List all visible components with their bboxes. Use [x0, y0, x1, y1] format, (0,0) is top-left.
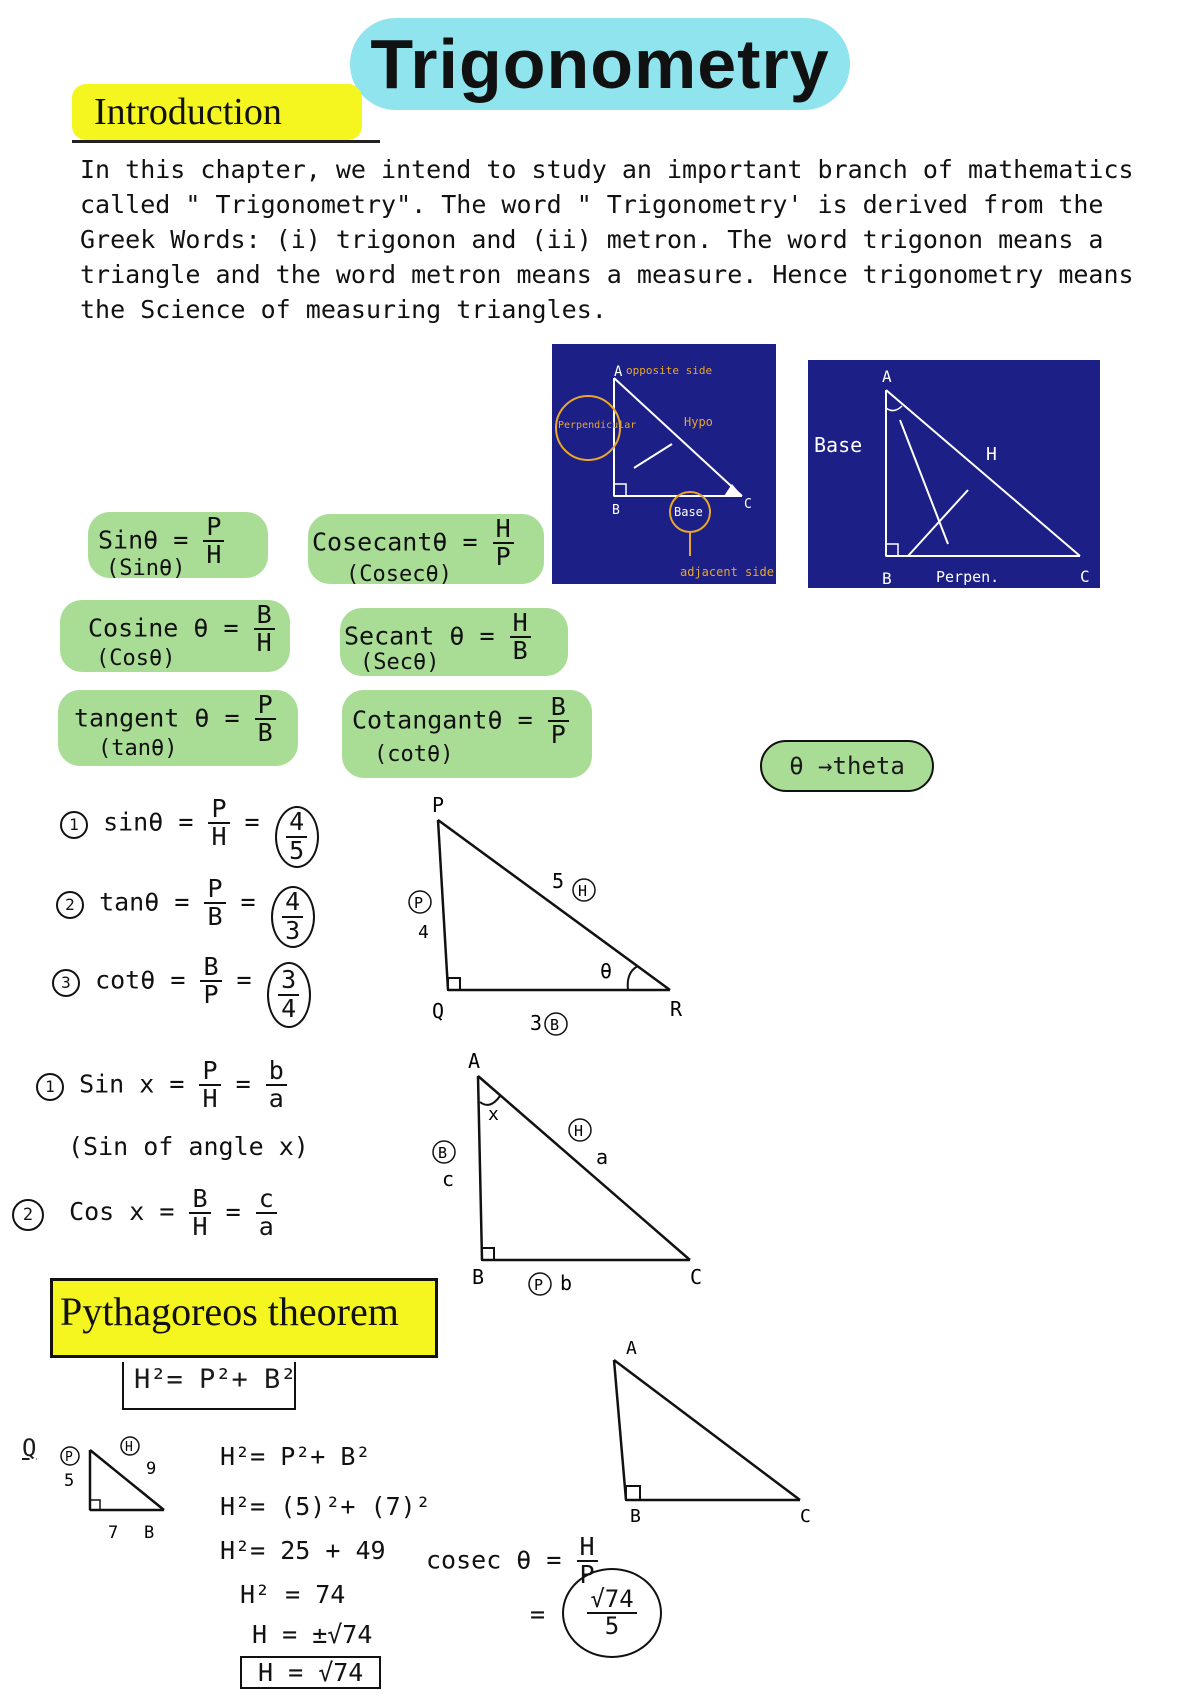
example2-sin-d2: a [268, 1084, 284, 1114]
example1-sin-answer [275, 806, 319, 868]
example1-sin-n1: P [208, 796, 229, 824]
example1-sin-lhs: sinθ = [103, 807, 194, 837]
abc-h-tag: H [574, 1122, 584, 1140]
example1-cot-n2: 3 [278, 967, 299, 995]
ratio-cosec-fraction [493, 516, 514, 571]
cosec-result-fraction [587, 1584, 636, 1640]
photo-left-opposite: opposite side [626, 364, 713, 377]
ratio-sin-fraction [203, 514, 224, 569]
ratio-cos-den: H [256, 628, 272, 658]
example2-sin-lhs: Sin x = [79, 1069, 185, 1099]
abc-b: b [560, 1271, 573, 1295]
ratio-sin-den: H [206, 540, 222, 570]
pqr-R: R [670, 997, 683, 1021]
photo-right-B: B [882, 569, 892, 588]
ratio-tan-lhs: tangent θ = [74, 703, 240, 733]
ratio-sec-fraction [510, 610, 531, 665]
example2-sin-number: 1 [36, 1073, 64, 1101]
pqr-Q: Q [432, 999, 445, 1023]
ratio-sec-den: B [512, 636, 528, 666]
pythagoras-formula: H²= P²+ B² [134, 1364, 297, 1395]
pythagoras-heading: Pythagoreos theorem [60, 1289, 399, 1334]
photo-left-A: A [614, 364, 623, 380]
example2-sin-d1: H [202, 1084, 218, 1114]
pqr-b-tag: B [550, 1016, 560, 1034]
theta-note [760, 740, 934, 792]
example1-cot: 3 cotθ = $\frac{B}{P}$ = $\frac{3}{4}$ [52, 954, 311, 1028]
photo-right-svg [808, 360, 1100, 588]
pqr-theta: θ [600, 959, 613, 983]
abc-c: c [442, 1167, 455, 1191]
example1-cot-lhs: cotθ = [95, 965, 186, 995]
example1-sin-number: 1 [60, 811, 88, 839]
small-tri-h: 9 [146, 1459, 157, 1479]
example1-tan-n2: 4 [282, 889, 303, 917]
photo-right-H: H [986, 444, 997, 465]
abc-x: x [488, 1104, 499, 1125]
intro-underline [72, 140, 380, 143]
question-marker: Q [22, 1434, 37, 1462]
pyth-step-2: H²= (5)²+ (7)² [220, 1492, 431, 1521]
pqr-P: P [432, 793, 445, 817]
photo-left-C: C [744, 497, 752, 512]
abc-a: a [596, 1145, 609, 1169]
ratio-tan-num: P [255, 692, 276, 720]
ratio-tan-den: B [257, 718, 273, 748]
example2-sin-note: (Sin of angle x) [68, 1132, 309, 1161]
pqr-p-tag: P [414, 894, 424, 912]
example1-sin: 1 sinθ = $\frac{P}{H}$ = $\frac{4}{5}$ [60, 796, 319, 868]
abc-A: A [468, 1049, 481, 1073]
example2-sin-frac2 [266, 1058, 287, 1113]
photo-right-A: A [882, 367, 892, 386]
small-triangle [50, 1430, 180, 1550]
example2-cos-n2: c [256, 1186, 277, 1214]
example2-sin-frac1 [199, 1058, 220, 1113]
example2-cos-lhs: Cos x = [69, 1197, 175, 1227]
bottom-tri-B: B [630, 1506, 641, 1526]
ratio-cot [352, 694, 569, 749]
ratio-cosec-sub: (Cosecθ) [346, 562, 452, 587]
cosec-equation [426, 1534, 598, 1589]
cosec-den: P [579, 1560, 595, 1590]
ratio-cos-num: B [254, 602, 275, 630]
example1-sin-n2: 4 [286, 809, 307, 837]
photo-right-base: Base [814, 433, 863, 457]
pyth-step-6: H = √74 [240, 1656, 381, 1689]
cosec-result-num: √74 [587, 1587, 636, 1614]
example2-cos-d1: H [192, 1212, 208, 1242]
photo-diagram-left [552, 344, 776, 584]
photo-right-C: C [1080, 567, 1090, 586]
example1-tan-number: 2 [56, 891, 84, 919]
photo-left-svg [552, 344, 776, 584]
example1-tan-n1: P [204, 876, 225, 904]
ratio-sec-num: H [510, 610, 531, 638]
cosec-lhs: cosec θ = [426, 1545, 562, 1575]
cosec-num: H [577, 1534, 598, 1562]
triangle-pqr [400, 790, 700, 1040]
ratio-cos-sub: (Cosθ) [96, 646, 176, 671]
example1-cot-number: 3 [52, 969, 80, 997]
example1-tan-answer [271, 886, 315, 948]
ratio-tan-fraction [255, 692, 276, 747]
ratio-sin-num: P [203, 514, 224, 542]
ratio-sec-lhs: Secant θ = [344, 621, 495, 651]
ratio-cos-fraction [254, 602, 275, 657]
example1-cot-d2: 4 [281, 993, 297, 1023]
ratio-cot-den: P [550, 720, 566, 750]
photo-left-hypo: Hypo [684, 415, 713, 429]
example1-cot-answer [267, 962, 311, 1028]
example2-cos-n1: B [189, 1186, 210, 1214]
triangle-bottom [600, 1336, 830, 1526]
pyth-step-3: H²= 25 + 49 [220, 1536, 386, 1565]
pyth-step-1: H²= P²+ B² [220, 1442, 371, 1471]
cosec-result [562, 1568, 662, 1658]
ratio-cot-fraction [548, 694, 569, 749]
example1-cot-d1: P [203, 980, 219, 1010]
pqr-b-len: 3 [530, 1011, 543, 1035]
intro-heading: Introduction [94, 91, 282, 133]
pyth-step-4: H² = 74 [240, 1580, 346, 1609]
abc-p-tag: P [534, 1276, 544, 1294]
theta-note-text: θ →theta [789, 752, 905, 780]
example2-cos-d2: a [258, 1212, 274, 1242]
abc-C: C [690, 1265, 703, 1289]
example2-sin: 1 Sin x = $\frac{P}{H}$ = $\frac{b}{a}$ [36, 1058, 287, 1113]
cosec-result-den: 5 [604, 1612, 620, 1640]
pyth-step-5: H = ±√74 [252, 1620, 373, 1649]
ratio-cot-lhs: Cotangantθ = [352, 705, 533, 735]
pqr-p-len: 4 [418, 922, 429, 943]
example1-sin-d1: H [211, 822, 227, 852]
example2-cos-frac1 [189, 1186, 210, 1241]
ratio-cos-lhs: Cosine θ = [88, 613, 239, 643]
pqr-h-tag: H [578, 882, 588, 900]
example1-tan-d1: B [207, 902, 223, 932]
title-highlight [350, 18, 850, 110]
ratio-tan-sub: (tanθ) [98, 736, 178, 761]
triangle-abc [420, 1040, 720, 1300]
small-tri-b-tag: B [144, 1523, 155, 1543]
small-tri-h-tag: H [125, 1440, 133, 1455]
ratio-sin-lhs: Sinθ = [98, 525, 189, 555]
example1-cot-n1: B [200, 954, 221, 982]
example1-tan-lhs: tanθ = [99, 887, 190, 917]
ratio-cosec-lhs: Cosecantθ = [312, 527, 478, 557]
bottom-tri-A: A [626, 1338, 637, 1359]
photo-left-adjacent: adjacent side [680, 565, 774, 579]
page-title: Trigonometry [370, 25, 830, 103]
photo-left-perpendicular: Perpendicular [558, 420, 637, 431]
photo-right-perpen: Perpen. [936, 568, 1000, 586]
small-tri-b: 7 [108, 1523, 119, 1543]
example1-sin-frac1 [208, 796, 229, 851]
small-tri-p: 5 [64, 1471, 75, 1491]
photo-left-B: B [612, 503, 620, 518]
photo-diagram-right [808, 360, 1100, 588]
example2-sin-n2: b [266, 1058, 287, 1086]
abc-b-tag: B [438, 1144, 448, 1162]
example1-cot-frac1 [200, 954, 221, 1009]
example1-tan: 2 tanθ = $\frac{P}{B}$ = $\frac{4}{3}$ [56, 876, 315, 948]
example1-tan-frac1 [204, 876, 225, 931]
intro-paragraph: In this chapter, we intend to study an important branch of mathematics called " Trigonometry". The word " Trigonometry' is derived from the Greek Words: (i) trigonon and (ii) metron. The word trigonon means a triangle and the word metron means a measure. Hence trigonometry means the Science of measuring triangles. [80, 155, 1134, 324]
ratio-cosec-den: P [495, 542, 511, 572]
photo-left-base: Base [674, 505, 703, 519]
ratio-cosec-num: H [493, 516, 514, 544]
example1-sin-d2: 5 [289, 835, 305, 865]
example2-cos-number: 2 [12, 1199, 44, 1231]
ratio-sin-sub: (Sinθ) [106, 556, 186, 581]
example1-tan-d2: 3 [285, 915, 301, 945]
example2-cos: 2 Cos x = $\frac{B}{H}$ = $\frac{c}{a}$ [12, 1186, 277, 1241]
pqr-h-len: 5 [552, 869, 565, 893]
example2-sin-n1: P [199, 1058, 220, 1086]
ratio-sec-sub: (Secθ) [360, 650, 440, 675]
abc-B: B [472, 1265, 485, 1289]
example2-cos-frac2 [256, 1186, 277, 1241]
cosec-result-eq: = [530, 1600, 546, 1629]
small-tri-p-tag: P [65, 1450, 73, 1465]
bottom-tri-C: C [800, 1506, 811, 1526]
ratio-cot-num: B [548, 694, 569, 722]
ratio-cot-sub: (cotθ) [374, 742, 454, 767]
